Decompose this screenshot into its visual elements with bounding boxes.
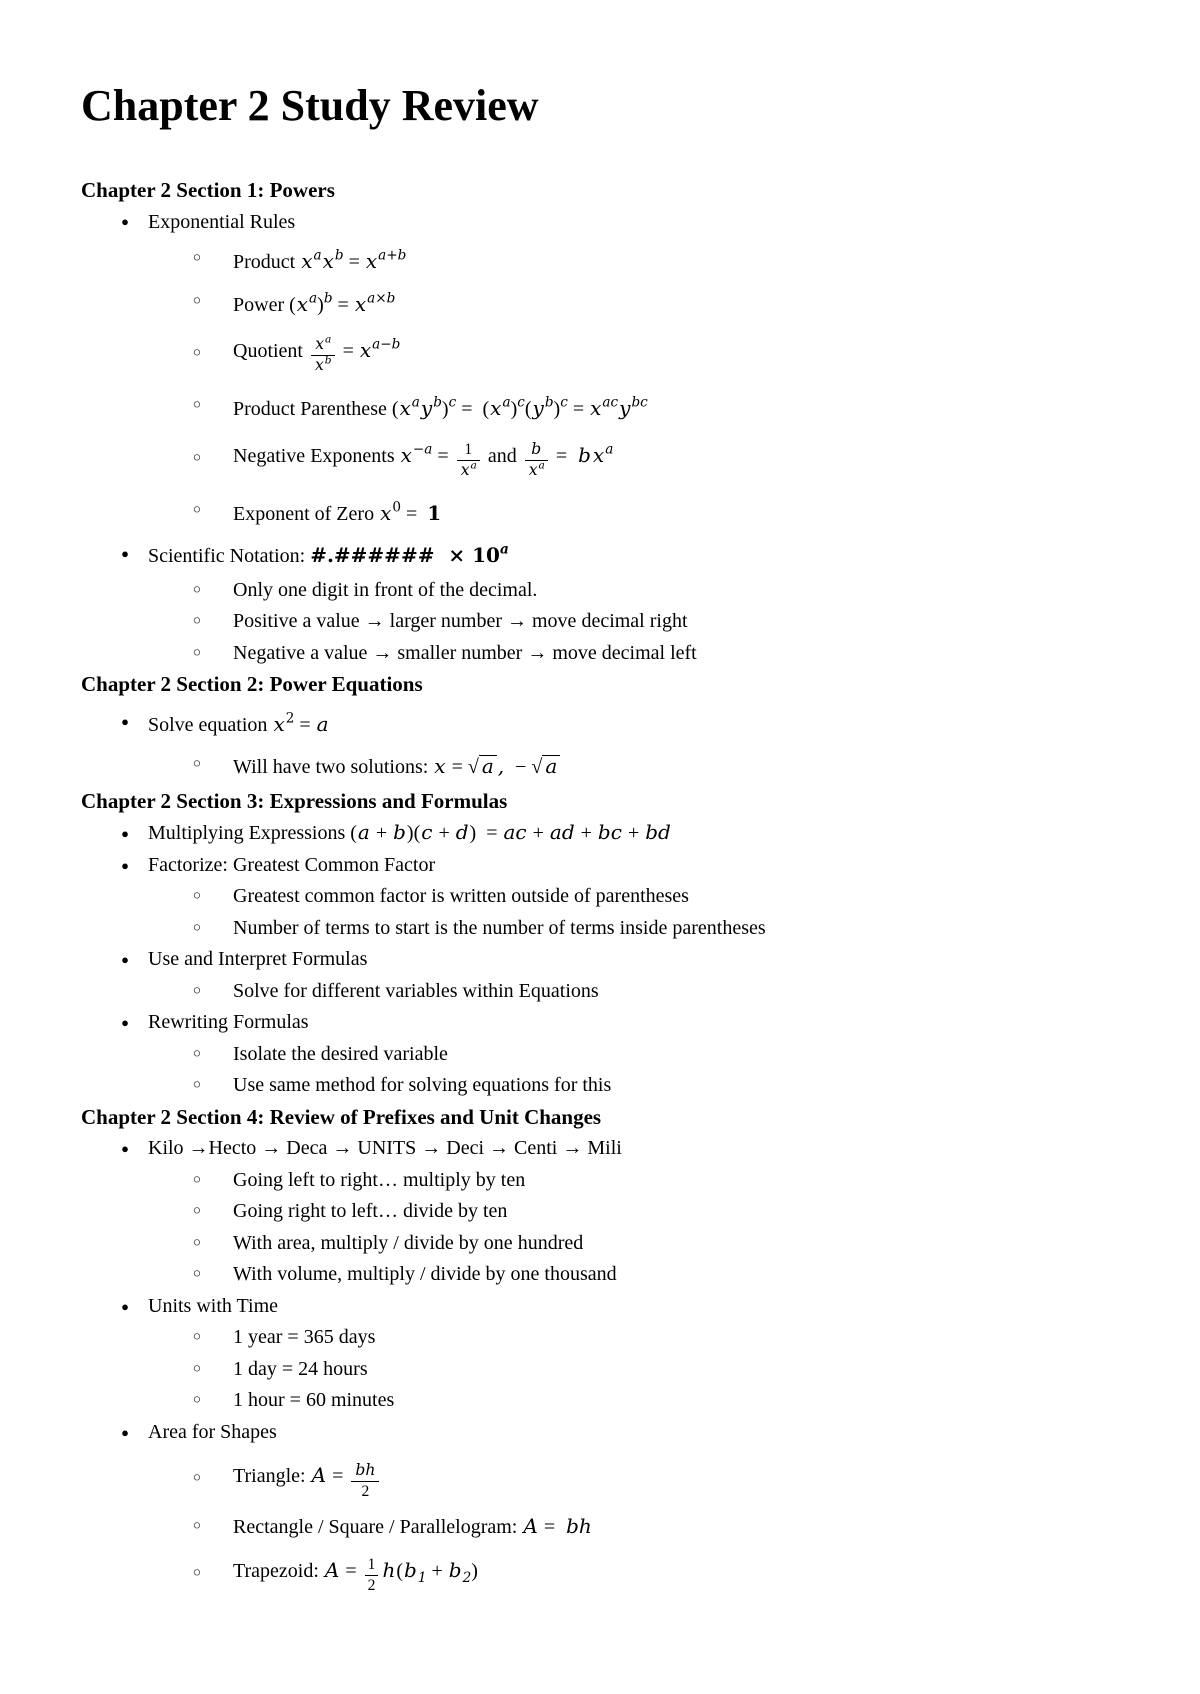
square-root: √ a <box>468 751 497 784</box>
bullet-hollow-icon: ○ <box>192 345 202 361</box>
bullet-hollow-icon: ○ <box>192 1329 202 1345</box>
line-text: With volume, multiply / divide by one thousand <box>233 1263 617 1286</box>
list-item-level2 <box>81 490 1170 533</box>
line-text: Product $x^ax^b = x^{a+b}$ <box>233 247 407 273</box>
line-text: Kilo →Hecto → Deca → UNITS → Deci → Centi → Mili <box>148 1137 622 1160</box>
list-item-level2 <box>81 606 1170 638</box>
line-text: Positive a value → larger number → move decimal right <box>233 610 688 633</box>
bullet-hollow-icon: ○ <box>192 613 202 629</box>
list-item-level2 <box>81 1039 1170 1071</box>
line-text: Triangle: A = $\frac{bh}{2}$ <box>233 1465 382 1487</box>
bullet-hollow-icon: ○ <box>192 1203 202 1219</box>
list-item-level1 <box>81 1291 1170 1323</box>
bullet-hollow-icon: ○ <box>192 888 202 904</box>
line-text: Solve for different variables within Equations <box>233 979 599 1002</box>
line-text: Will have two solutions: x = √ a , − √ a <box>233 756 560 778</box>
bullet-hollow-icon: ○ <box>192 250 202 266</box>
document-title: Chapter 2 Study Review <box>81 81 539 130</box>
list-item-level1 <box>81 817 1170 850</box>
line-text: Trapezoid: A = $\frac{1}{2}$ $h(b_1 + b_2)$ <box>233 1556 478 1595</box>
bullet-hollow-icon: ○ <box>192 581 202 597</box>
line-text: Factorize: Greatest Common Factor <box>148 853 436 876</box>
line-text: Rewriting Formulas <box>148 1011 309 1034</box>
list-item-level2 <box>81 428 1170 490</box>
list-item-level2 <box>81 1259 1170 1291</box>
line-text: Product Parenthese $(x^ay^b)^c = (x^a)^c(y^b)^c = x^{ac}y^{bc}$ <box>233 394 648 421</box>
line-text: Negative Exponents $x^{-a}$ = $\frac{1}{x^a}$ and $\frac{b}{x^a}$ = b $x^a$ <box>233 440 614 479</box>
list-item-level2 <box>81 1385 1170 1417</box>
section-heading <box>81 175 1170 207</box>
bullet-hollow-icon: ○ <box>192 919 202 935</box>
line-text: Scientific Notation: #.###### × $10^a$ <box>148 541 509 568</box>
line-text: With area, multiply / divide by one hundred <box>233 1231 584 1254</box>
list-item-level2 <box>81 881 1170 913</box>
line-text: Greatest common factor is written outside of parentheses <box>233 885 689 908</box>
bullet-hollow-icon: ○ <box>192 450 202 466</box>
list-item-level2 <box>81 1165 1170 1197</box>
list-item-level2 <box>81 238 1170 281</box>
bullet-hollow-icon: ○ <box>192 982 202 998</box>
line-text: Chapter 2 Section 3: Expressions and Formulas <box>81 788 508 813</box>
line-text: Area for Shapes <box>148 1420 277 1443</box>
list-item-level2 <box>81 1070 1170 1102</box>
bullet-hollow-icon: ○ <box>192 1565 202 1581</box>
fraction: $\frac{1}{2}$ <box>365 1556 379 1595</box>
list-item-level2 <box>81 743 1170 786</box>
list-item-level1 <box>81 850 1170 882</box>
fraction: $\frac{x^a}{x^b}$ <box>311 336 335 375</box>
bullet-hollow-icon: ○ <box>192 1470 202 1486</box>
bullet-hollow-icon: ○ <box>192 644 202 660</box>
list-item-level2 <box>81 1511 1170 1544</box>
bullet-hollow-icon: ○ <box>192 502 202 518</box>
line-text: Use same method for solving equations for this <box>233 1074 612 1097</box>
list-item-level2 <box>81 1228 1170 1260</box>
list-item-level2 <box>81 638 1170 670</box>
line-text: Multiplying Expressions (a + b)(c + d) = ac + ad + bc + bd <box>148 820 671 845</box>
list-item-level2 <box>81 1354 1170 1386</box>
line-text: Rectangle / Square / Parallelogram: A = bh <box>233 1513 592 1538</box>
list-item-level1 <box>81 207 1170 239</box>
line-text: Exponential Rules <box>148 210 296 233</box>
bullet-filled-icon: ● <box>121 1140 129 1156</box>
bullet-hollow-icon: ○ <box>192 1266 202 1282</box>
fraction: $\frac{1}{x^a}$ <box>457 441 480 480</box>
line-text: Chapter 2 Section 2: Power Equations <box>81 672 423 697</box>
list-item-level2 <box>81 281 1170 324</box>
bullet-hollow-icon: ○ <box>192 1077 202 1093</box>
bullet-filled-icon: ● <box>121 713 129 729</box>
list-item-level2 <box>81 1543 1170 1605</box>
bullet-hollow-icon: ○ <box>192 1045 202 1061</box>
line-text: Going left to right… multiply by ten <box>233 1168 526 1191</box>
line-text: Units with Time <box>148 1294 279 1317</box>
list-item-level1 <box>81 944 1170 976</box>
bullet-filled-icon: ● <box>121 1424 129 1440</box>
document-body <box>81 175 1170 1605</box>
line-text: Number of terms to start is the number of terms inside parentheses <box>233 916 766 939</box>
line-text: Chapter 2 Section 1: Powers <box>81 178 335 202</box>
line-text: Use and Interpret Formulas <box>148 948 368 971</box>
bullet-filled-icon: ● <box>121 214 129 230</box>
fraction: $\frac{bh}{2}$ <box>351 1462 379 1501</box>
section-heading <box>81 786 1170 818</box>
line-text: Chapter 2 Section 4: Review of Prefixes and Unit Changes <box>81 1104 602 1129</box>
radical-sign-icon: √ <box>531 756 543 779</box>
bullet-hollow-icon: ○ <box>192 1360 202 1376</box>
bullet-hollow-icon: ○ <box>192 1392 202 1408</box>
list-item-level2 <box>81 323 1170 385</box>
bullet-filled-icon: ● <box>121 1014 129 1030</box>
list-item-level2 <box>81 913 1170 945</box>
line-text: Going right to left… divide by ten <box>233 1200 508 1223</box>
list-item-level2 <box>81 385 1170 428</box>
section-heading <box>81 1102 1170 1134</box>
line-text: Only one digit in front of the decimal. <box>233 578 538 601</box>
list-item-level2 <box>81 1448 1170 1510</box>
line-text: Power $(x^a)^b = x^{a\times b}$ <box>233 290 396 316</box>
list-item-level2 <box>81 575 1170 607</box>
fraction: $\frac{b}{x^a}$ <box>525 441 548 480</box>
line-text: 1 year = 365 days <box>233 1326 376 1349</box>
bullet-hollow-icon: ○ <box>192 1234 202 1250</box>
list-item-level2 <box>81 1322 1170 1354</box>
line-text: Negative a value → smaller number → move decimal left <box>233 641 697 664</box>
radical-sign-icon: √ <box>467 756 479 779</box>
bullet-filled-icon: ● <box>121 857 129 873</box>
line-text: 1 day = 24 hours <box>233 1357 368 1380</box>
line-text: Exponent of Zero $x^0 = 1$ <box>233 499 442 525</box>
list-item-level1 <box>81 1417 1170 1449</box>
section-heading <box>81 669 1170 701</box>
line-text: Quotient $\frac{x^a}{x^b}$ = $x^{a-b}$ <box>233 333 401 375</box>
list-item-level1 <box>81 1007 1170 1039</box>
list-item-level2 <box>81 976 1170 1008</box>
bullet-hollow-icon: ○ <box>192 397 202 413</box>
bullet-hollow-icon: ○ <box>192 1171 202 1187</box>
bullet-filled-icon: ● <box>121 825 129 841</box>
square-root: √ a <box>531 751 560 784</box>
bullet-filled-icon: ● <box>121 545 129 561</box>
document <box>81 78 1170 1605</box>
line-text: 1 hour = 60 minutes <box>233 1389 395 1412</box>
list-item-level1 <box>81 701 1170 744</box>
list-item-level1 <box>81 1133 1170 1165</box>
list-item-level1 <box>81 532 1170 575</box>
bullet-hollow-icon: ○ <box>192 755 202 771</box>
line-text: Solve equation $x^2 = a$ <box>148 710 329 736</box>
bullet-filled-icon: ● <box>121 1298 129 1314</box>
bullet-filled-icon: ● <box>121 951 129 967</box>
bullet-hollow-icon: ○ <box>192 293 202 309</box>
bullet-hollow-icon: ○ <box>192 1518 202 1534</box>
list-item-level2 <box>81 1196 1170 1228</box>
line-text: Isolate the desired variable <box>233 1042 448 1065</box>
